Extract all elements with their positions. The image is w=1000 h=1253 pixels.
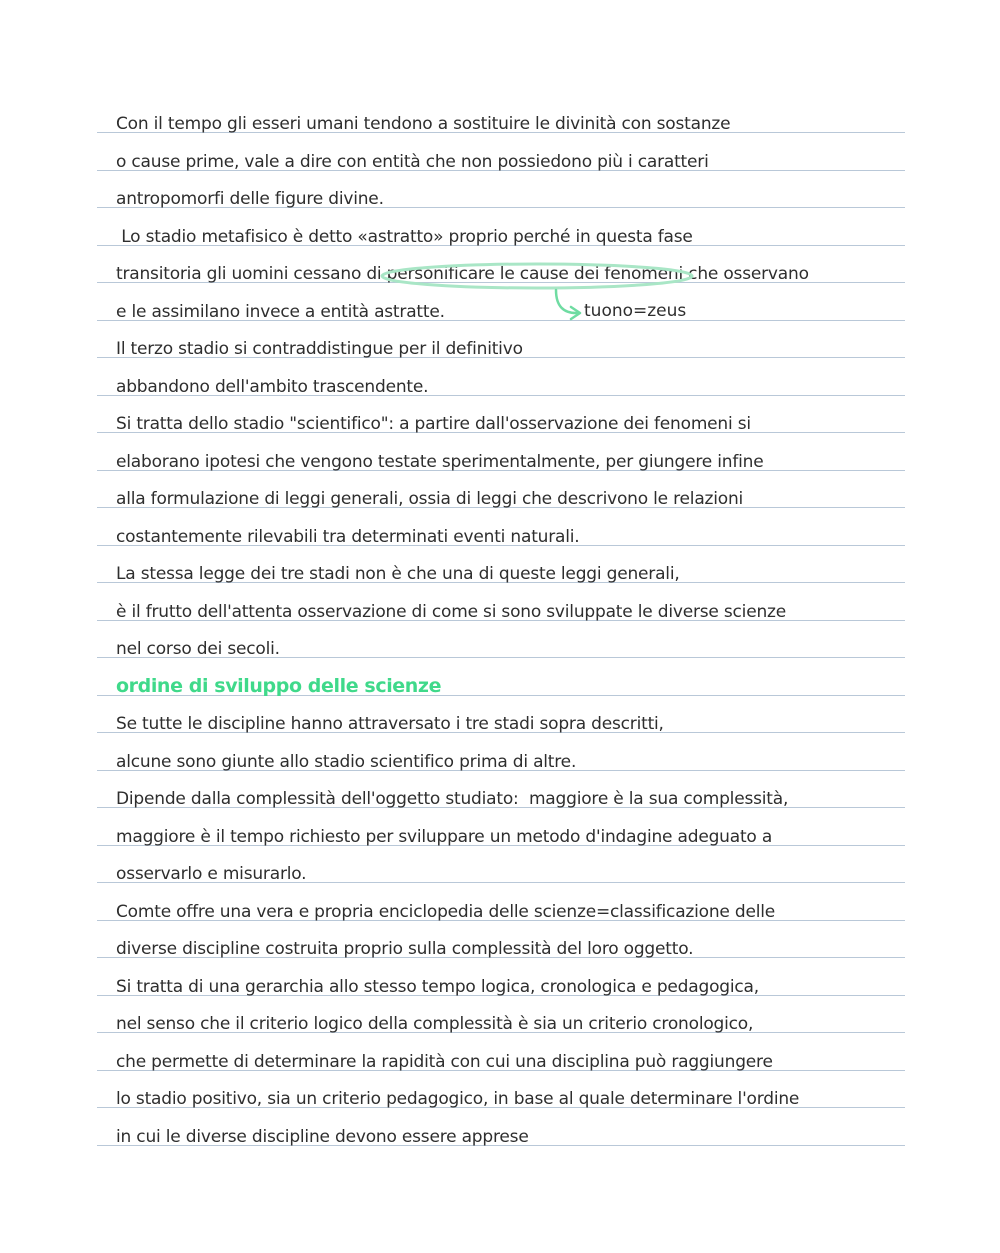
text-line: lo stadio positivo, sia un criterio pedagogico, in base al quale determinare l'ordine (116, 1089, 800, 1109)
text-line: Il terzo stadio si contraddistingue per il definitivo (116, 339, 523, 359)
text-line: o cause prime, vale a dire con entità che non possiedono più i caratteri (116, 152, 709, 172)
text-line: Lo stadio metafisico è detto «astratto» proprio perché in questa fase (116, 227, 693, 247)
text-line: e le assimilano invece a entità astratte. (116, 302, 445, 322)
text-line: Se tutte le discipline hanno attraversato i tre stadi sopra descritti, (116, 714, 664, 734)
text-line: è il frutto dell'attenta osservazione di come si sono sviluppate le diverse scienze (116, 602, 787, 622)
text-line: nel corso dei secoli. (116, 639, 280, 659)
text-line: elaborano ipotesi che vengono testate sperimentalmente, per giungere infine (116, 452, 764, 472)
text-line: alcune sono giunte allo stadio scientifico prima di altre. (116, 752, 577, 772)
text-line: Con il tempo gli esseri umani tendono a sostituire le divinità con sostanze (116, 114, 731, 134)
text-line: Si tratta dello stadio "scientifico": a partire dall'osservazione dei fenomeni si (116, 414, 751, 434)
section-heading: ordine di sviluppo delle scienze (116, 675, 442, 697)
text-line: alla formulazione di leggi generali, ossia di leggi che descrivono le relazioni (116, 489, 744, 509)
text-line: maggiore è il tempo richiesto per sviluppare un metodo d'indagine adeguato a (116, 827, 773, 847)
text-line: Si tratta di una gerarchia allo stesso tempo logica, cronologica e pedagogica, (116, 977, 759, 997)
text-line: costantemente rilevabili tra determinati eventi naturali. (116, 527, 580, 547)
text-line: nel senso che il criterio logico della complessità è sia un criterio cronologico, (116, 1014, 754, 1034)
text-line: Comte offre una vera e propria enciclopedia delle scienze=classificazione delle (116, 902, 776, 922)
text-line: La stessa legge dei tre stadi non è che una di queste leggi generali, (116, 564, 680, 584)
text-line: diverse discipline costruita proprio sulla complessità del loro oggetto. (116, 939, 694, 959)
text-line: che permette di determinare la rapidità con cui una disciplina può raggiungere (116, 1052, 773, 1072)
text-line: antropomorfi delle figure divine. (116, 189, 384, 209)
highlight-loop-icon (382, 264, 692, 288)
text-line: transitoria gli uomini cessano di personificare le cause dei fenomeni che osservano (116, 264, 809, 284)
text-line: Dipende dalla complessità dell'oggetto studiato: maggiore è la sua complessità, (116, 789, 789, 809)
annotation-note: tuono=zeus (584, 301, 687, 321)
text-line: abbandono dell'ambito trascendente. (116, 377, 429, 397)
text-line: in cui le diverse discipline devono essere apprese (116, 1127, 529, 1147)
text-line: osservarlo e misurarlo. (116, 864, 307, 884)
